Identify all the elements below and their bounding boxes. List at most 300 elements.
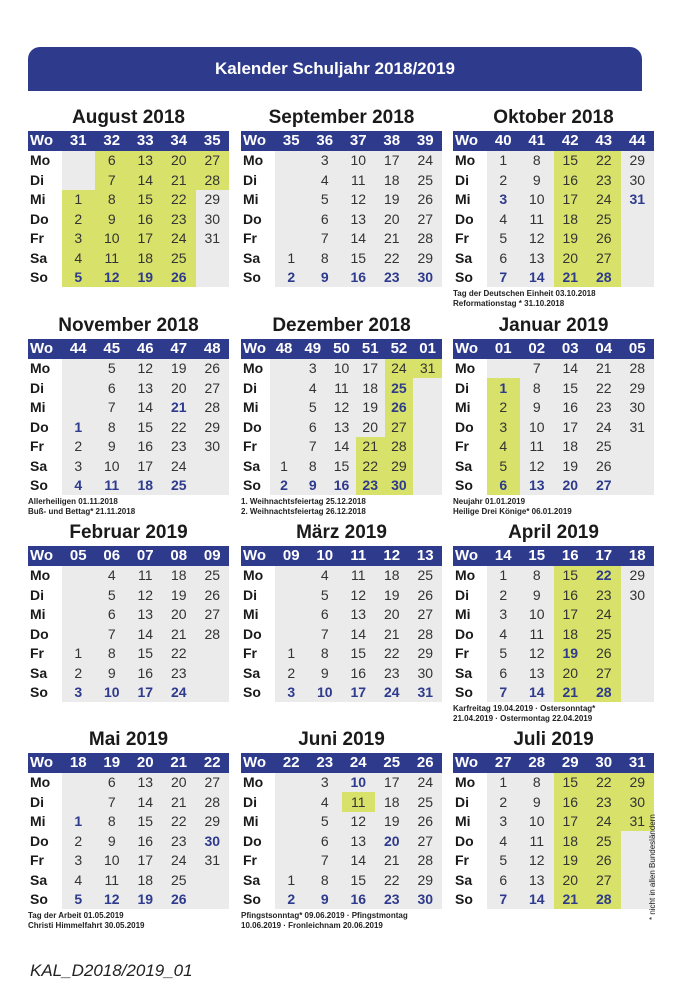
day-cell: 8 [95, 644, 129, 664]
weekday-label: Fr [241, 437, 270, 457]
day-cell: 5 [308, 585, 342, 605]
day-cell: 8 [308, 248, 342, 268]
week-number: 17 [587, 546, 621, 566]
day-cell: 13 [520, 870, 554, 890]
day-cell: 13 [520, 476, 554, 496]
week-number: 03 [554, 339, 588, 359]
weekday-label: Sa [28, 870, 62, 890]
week-number: 50 [327, 339, 356, 359]
month-block [453, 520, 654, 723]
day-cell: 19 [375, 190, 409, 210]
day-cell: 9 [95, 831, 129, 851]
day-cell: 18 [356, 378, 385, 398]
calendar-title: Kalender Schuljahr 2018/2019 [214, 59, 456, 78]
day-cell: 24 [587, 812, 621, 832]
week-number: 19 [95, 753, 129, 773]
day-cell: 26 [409, 190, 443, 210]
day-cell: 12 [342, 585, 376, 605]
week-label: Wo [241, 131, 275, 151]
empty-day-cell [413, 456, 442, 476]
weekday-label: Fr [453, 437, 487, 457]
day-cell: 8 [520, 151, 554, 171]
week-number: 09 [275, 546, 309, 566]
calendar-title-banner [28, 47, 642, 91]
day-cell: 21 [356, 437, 385, 457]
holiday-notes [241, 497, 442, 517]
day-cell: 21 [554, 890, 588, 910]
day-cell: 3 [487, 190, 521, 210]
side-note: * nicht in allen Bundesländern [648, 814, 657, 920]
weekday-label: Mi [241, 812, 275, 832]
day-cell: 15 [554, 566, 588, 586]
day-cell: 12 [520, 229, 554, 249]
day-cell: 3 [62, 683, 96, 703]
weekday-label: Mo [241, 773, 275, 793]
day-cell: 10 [95, 229, 129, 249]
day-cell: 7 [308, 229, 342, 249]
day-cell: 19 [356, 398, 385, 418]
week-label: Wo [241, 546, 275, 566]
day-cell: 6 [487, 248, 521, 268]
day-cell: 16 [554, 792, 588, 812]
weekday-label: So [28, 268, 62, 288]
day-cell: 15 [129, 190, 163, 210]
day-cell: 12 [129, 359, 163, 379]
month-title: September 2018 [268, 107, 415, 128]
day-cell: 15 [129, 644, 163, 664]
empty-day-cell [413, 476, 442, 496]
day-cell: 18 [554, 624, 588, 644]
empty-day-cell [275, 773, 309, 793]
day-cell: 18 [129, 870, 163, 890]
holiday-notes [28, 911, 229, 931]
day-cell: 24 [375, 683, 409, 703]
day-cell: 2 [487, 170, 521, 190]
day-cell: 17 [129, 851, 163, 871]
day-cell: 21 [162, 792, 196, 812]
weekday-label: Di [453, 585, 487, 605]
day-cell: 16 [554, 398, 588, 418]
week-number: 22 [275, 753, 309, 773]
weekday-label: Mi [241, 190, 275, 210]
weekday-label: Sa [241, 870, 275, 890]
day-cell: 18 [554, 209, 588, 229]
weekday-label: Di [28, 792, 62, 812]
holiday-note: 1. Weihnachtsfeiertag 25.12.2018 [241, 497, 366, 506]
day-cell: 15 [129, 812, 163, 832]
day-cell: 18 [554, 437, 588, 457]
day-cell: 28 [409, 624, 443, 644]
day-cell: 28 [621, 359, 655, 379]
day-cell: 22 [375, 870, 409, 890]
day-cell: 22 [375, 248, 409, 268]
day-cell: 13 [129, 605, 163, 625]
day-cell: 26 [587, 644, 621, 664]
day-cell: 9 [308, 890, 342, 910]
week-number: 33 [129, 131, 163, 151]
day-cell: 18 [375, 170, 409, 190]
empty-day-cell [621, 663, 655, 683]
weekday-label: Sa [453, 870, 487, 890]
week-number: 49 [298, 339, 327, 359]
day-cell: 23 [375, 890, 409, 910]
weekday-label: Di [241, 792, 275, 812]
holiday-note: Christi Himmelfahrt 30.05.2019 [28, 921, 145, 930]
empty-day-cell [413, 378, 442, 398]
day-cell: 2 [62, 209, 96, 229]
week-number: 07 [129, 546, 163, 566]
week-number: 26 [409, 753, 443, 773]
day-cell: 7 [308, 624, 342, 644]
day-cell: 23 [587, 398, 621, 418]
day-cell: 13 [129, 151, 163, 171]
day-cell: 19 [554, 229, 588, 249]
day-cell: 24 [162, 851, 196, 871]
week-number: 37 [342, 131, 376, 151]
day-cell: 26 [162, 268, 196, 288]
week-number: 05 [621, 339, 655, 359]
day-cell: 31 [621, 417, 655, 437]
weekday-label: Sa [28, 456, 62, 476]
day-cell: 8 [95, 812, 129, 832]
weekday-label: Sa [453, 663, 487, 683]
month-block [241, 727, 442, 930]
day-cell: 4 [308, 170, 342, 190]
day-cell: 20 [162, 605, 196, 625]
holiday-note: Buß- und Bettag* 21.11.2018 [28, 507, 136, 516]
week-number: 29 [554, 753, 588, 773]
month-title: Dezember 2018 [272, 315, 411, 336]
month-grid [241, 546, 442, 702]
week-number: 10 [308, 546, 342, 566]
empty-day-cell [62, 585, 96, 605]
day-cell: 7 [95, 792, 129, 812]
day-cell: 7 [95, 170, 129, 190]
day-cell: 19 [162, 359, 196, 379]
empty-day-cell [621, 437, 655, 457]
day-cell: 16 [554, 585, 588, 605]
empty-day-cell [275, 151, 309, 171]
week-number: 41 [520, 131, 554, 151]
weekday-label: Fr [241, 851, 275, 871]
week-number: 39 [409, 131, 443, 151]
day-cell: 9 [520, 585, 554, 605]
day-cell: 14 [129, 170, 163, 190]
week-number: 24 [342, 753, 376, 773]
day-cell: 17 [375, 773, 409, 793]
weekday-label: Di [241, 170, 275, 190]
day-cell: 13 [327, 417, 356, 437]
empty-day-cell [62, 151, 96, 171]
weekday-label: So [453, 476, 487, 496]
day-cell: 2 [275, 268, 309, 288]
empty-day-cell [196, 683, 230, 703]
empty-day-cell [413, 398, 442, 418]
day-cell: 18 [554, 831, 588, 851]
empty-day-cell [275, 792, 309, 812]
empty-day-cell [621, 644, 655, 664]
day-cell: 19 [375, 812, 409, 832]
week-number: 31 [62, 131, 96, 151]
day-cell: 21 [587, 359, 621, 379]
day-cell: 26 [385, 398, 414, 418]
day-cell: 10 [520, 417, 554, 437]
day-cell: 20 [554, 476, 588, 496]
day-cell: 15 [327, 456, 356, 476]
day-cell: 23 [356, 476, 385, 496]
day-cell: 28 [196, 624, 230, 644]
day-cell: 26 [196, 359, 230, 379]
month-title: Mai 2019 [88, 729, 169, 750]
weekday-label: Mo [453, 566, 487, 586]
day-cell: 7 [487, 683, 521, 703]
weekday-label: Mo [28, 566, 62, 586]
day-cell: 14 [327, 437, 356, 457]
weekday-label: Do [453, 417, 487, 437]
day-cell: 28 [587, 683, 621, 703]
day-cell: 31 [196, 851, 230, 871]
month-grid [28, 546, 229, 702]
day-cell: 13 [342, 605, 376, 625]
day-cell: 22 [587, 378, 621, 398]
day-cell: 14 [554, 359, 588, 379]
day-cell: 9 [520, 170, 554, 190]
weekday-label: Di [28, 170, 62, 190]
day-cell: 4 [298, 378, 327, 398]
day-cell: 10 [327, 359, 356, 379]
day-cell: 24 [587, 190, 621, 210]
day-cell: 20 [554, 248, 588, 268]
week-label: Wo [453, 339, 487, 359]
day-cell: 9 [95, 663, 129, 683]
day-cell: 17 [129, 683, 163, 703]
week-number: 51 [356, 339, 385, 359]
empty-day-cell [487, 359, 521, 379]
day-cell: 28 [196, 398, 230, 418]
day-cell: 14 [520, 268, 554, 288]
month-grid [453, 131, 654, 287]
day-cell: 22 [356, 456, 385, 476]
day-cell: 12 [342, 190, 376, 210]
day-cell: 6 [95, 773, 129, 793]
weekday-label: Mo [28, 151, 62, 171]
day-cell: 12 [342, 812, 376, 832]
weekday-label: Mi [453, 812, 487, 832]
week-number: 05 [62, 546, 96, 566]
day-cell: 2 [270, 476, 299, 496]
weekday-label: Fr [28, 437, 62, 457]
empty-day-cell [62, 605, 96, 625]
empty-day-cell [270, 417, 299, 437]
day-cell: 24 [162, 683, 196, 703]
week-number: 04 [587, 339, 621, 359]
weekday-label: Mi [453, 398, 487, 418]
empty-day-cell [275, 229, 309, 249]
day-cell: 7 [95, 624, 129, 644]
day-cell: 17 [356, 359, 385, 379]
day-cell: 5 [308, 190, 342, 210]
day-cell: 6 [308, 831, 342, 851]
empty-day-cell [621, 683, 655, 703]
day-cell: 24 [409, 151, 443, 171]
week-number: 01 [413, 339, 442, 359]
day-cell: 4 [62, 870, 96, 890]
empty-day-cell [270, 359, 299, 379]
day-cell: 29 [196, 190, 230, 210]
day-cell: 11 [95, 248, 129, 268]
empty-day-cell [196, 476, 230, 496]
month-block [28, 313, 229, 516]
day-cell: 21 [375, 624, 409, 644]
weekday-label: Fr [241, 644, 275, 664]
week-number: 11 [342, 546, 376, 566]
week-number: 35 [275, 131, 309, 151]
day-cell: 3 [487, 605, 521, 625]
day-cell: 12 [95, 268, 129, 288]
weekday-label: Sa [241, 456, 270, 476]
weekday-label: Fr [453, 851, 487, 871]
day-cell: 3 [487, 812, 521, 832]
empty-day-cell [413, 417, 442, 437]
empty-day-cell [275, 190, 309, 210]
month-grid [453, 753, 654, 909]
weekday-label: Do [28, 417, 62, 437]
empty-day-cell [275, 585, 309, 605]
day-cell: 26 [409, 585, 443, 605]
month-title: August 2018 [72, 107, 185, 128]
day-cell: 14 [342, 624, 376, 644]
day-cell: 23 [587, 585, 621, 605]
day-cell: 6 [95, 151, 129, 171]
day-cell: 26 [196, 585, 230, 605]
weekday-label: So [28, 476, 62, 496]
month-title: März 2019 [296, 522, 387, 543]
month-title: November 2018 [58, 315, 199, 336]
weekday-label: Do [453, 831, 487, 851]
week-number: 01 [487, 339, 521, 359]
day-cell: 4 [487, 624, 521, 644]
day-cell: 2 [62, 437, 96, 457]
day-cell: 22 [587, 566, 621, 586]
day-cell: 10 [95, 456, 129, 476]
weekday-label: So [28, 683, 62, 703]
weekday-label: Sa [241, 663, 275, 683]
month-block [453, 105, 654, 308]
day-cell: 6 [308, 209, 342, 229]
day-cell: 22 [162, 190, 196, 210]
day-cell: 13 [520, 248, 554, 268]
day-cell: 4 [308, 792, 342, 812]
day-cell: 1 [270, 456, 299, 476]
day-cell: 14 [342, 851, 376, 871]
day-cell: 2 [62, 663, 96, 683]
day-cell: 14 [129, 398, 163, 418]
day-cell: 24 [587, 605, 621, 625]
day-cell: 8 [298, 456, 327, 476]
weekday-label: So [28, 890, 62, 910]
day-cell: 22 [162, 644, 196, 664]
week-label: Wo [28, 546, 62, 566]
empty-day-cell [621, 268, 655, 288]
week-number: 15 [520, 546, 554, 566]
week-number: 08 [162, 546, 196, 566]
week-label: Wo [241, 753, 275, 773]
weekday-label: Fr [453, 229, 487, 249]
day-cell: 27 [409, 605, 443, 625]
weekday-label: Do [28, 831, 62, 851]
weekday-label: Do [28, 209, 62, 229]
month-grid [241, 339, 442, 495]
day-cell: 10 [95, 683, 129, 703]
day-cell: 20 [356, 417, 385, 437]
week-number: 28 [520, 753, 554, 773]
day-cell: 22 [375, 644, 409, 664]
empty-day-cell [62, 792, 96, 812]
day-cell: 7 [487, 890, 521, 910]
day-cell: 16 [342, 663, 376, 683]
weekday-label: Do [241, 831, 275, 851]
day-cell: 21 [554, 268, 588, 288]
day-cell: 30 [196, 209, 230, 229]
day-cell: 31 [621, 812, 655, 832]
day-cell: 1 [275, 644, 309, 664]
day-cell: 23 [162, 663, 196, 683]
weekday-label: Do [453, 209, 487, 229]
day-cell: 20 [375, 605, 409, 625]
day-cell: 15 [342, 644, 376, 664]
day-cell: 26 [409, 812, 443, 832]
week-number: 30 [587, 753, 621, 773]
day-cell: 15 [554, 378, 588, 398]
day-cell: 29 [409, 870, 443, 890]
day-cell: 28 [587, 890, 621, 910]
day-cell: 8 [520, 566, 554, 586]
day-cell: 25 [409, 792, 443, 812]
day-cell: 11 [327, 378, 356, 398]
weekday-label: Mo [241, 151, 275, 171]
day-cell: 7 [95, 398, 129, 418]
weekday-label: Mo [28, 773, 62, 793]
day-cell: 1 [62, 417, 96, 437]
holiday-notes [241, 911, 442, 931]
day-cell: 4 [95, 566, 129, 586]
weekday-label: Di [453, 170, 487, 190]
day-cell: 16 [129, 663, 163, 683]
day-cell: 24 [409, 773, 443, 793]
week-number: 48 [196, 339, 230, 359]
day-cell: 17 [375, 151, 409, 171]
week-number: 14 [487, 546, 521, 566]
day-cell: 29 [196, 812, 230, 832]
day-cell: 20 [554, 870, 588, 890]
day-cell: 10 [342, 151, 376, 171]
weekday-label: Mo [453, 151, 487, 171]
day-cell: 10 [342, 773, 376, 793]
weekday-label: Di [453, 792, 487, 812]
weekday-label: So [453, 268, 487, 288]
day-cell: 20 [162, 151, 196, 171]
day-cell: 11 [95, 476, 129, 496]
day-cell: 26 [162, 890, 196, 910]
weekday-label: Do [241, 209, 275, 229]
day-cell: 1 [62, 644, 96, 664]
day-cell: 9 [308, 663, 342, 683]
week-number: 40 [487, 131, 521, 151]
day-cell: 20 [162, 773, 196, 793]
day-cell: 22 [162, 417, 196, 437]
weekday-label: Di [453, 378, 487, 398]
holiday-note: Reformationstag * 31.10.2018 [453, 299, 565, 308]
